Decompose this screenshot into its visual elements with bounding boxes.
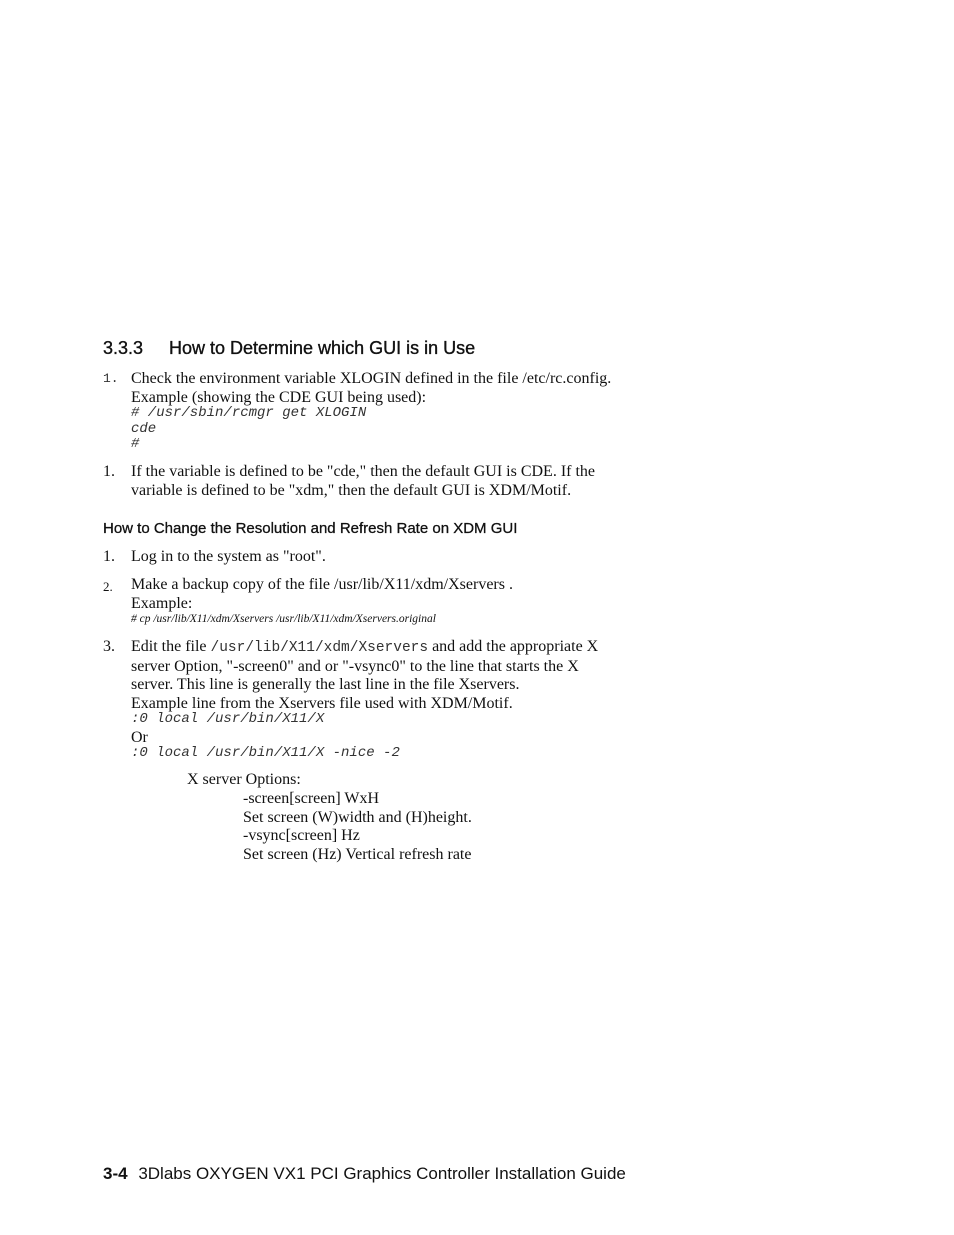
text-line: Make a backup copy of the file /usr/lib/X11/xdm/Xservers . — [131, 576, 513, 593]
text-fragment: Edit the file — [131, 638, 211, 655]
section-title: How to Determine which GUI is in Use — [169, 338, 476, 358]
text-line: Example line from the Xservers file used with XDM/Motif. — [131, 694, 513, 712]
step-marker: 3. — [103, 638, 115, 655]
step-marker: 1. — [103, 371, 119, 386]
text-line: If the variable is defined to be "cde," then the default GUI is CDE. If the — [131, 463, 596, 480]
step-text: Log in to the system as "root". — [131, 548, 326, 565]
text-line: server Option, "-screen0" and or "-vsync0" to the line that starts the X — [131, 657, 579, 675]
text-line: Example: — [131, 594, 193, 612]
section-heading — [103, 338, 476, 359]
guide-title: 3Dlabs OXYGEN VX1 PCI Graphics Controller Installation Guide — [138, 1164, 626, 1183]
page-footer — [103, 1164, 626, 1184]
text-fragment: and add the appropriate X — [428, 638, 599, 655]
code-line: # /usr/sbin/rcmgr get XLOGIN — [131, 405, 367, 421]
text-line — [131, 638, 598, 658]
section-number: 3.3.3 — [103, 338, 144, 358]
options-title: X server Options: — [187, 771, 301, 788]
text-line: server. This line is generally the last line in the file Xservers. — [131, 676, 520, 694]
or-text: Or — [131, 729, 148, 746]
text-line: Example (showing the CDE GUI being used): — [131, 388, 427, 406]
code-line: # — [131, 436, 140, 452]
text-line: variable is defined to be "xdm," then the default GUI is XDM/Motif. — [131, 481, 572, 499]
step-marker: 1. — [103, 548, 115, 565]
step-text — [131, 576, 513, 613]
step-text — [131, 370, 611, 407]
option-line: -screen[screen] WxH — [243, 790, 380, 807]
option-line: -vsync[screen] Hz — [243, 827, 360, 845]
step-text — [131, 463, 595, 500]
step-marker: 1. — [103, 463, 115, 480]
option-line: Set screen (W)width and (H)height. — [243, 808, 472, 826]
text-line: Check the environment variable XLOGIN defined in the file /etc/rc.config. — [131, 370, 612, 387]
step-text — [131, 638, 598, 713]
code-line: :0 local /usr/bin/X11/X — [131, 711, 325, 727]
code-line: :0 local /usr/bin/X11/X -nice -2 — [131, 745, 400, 761]
code-block — [131, 406, 366, 453]
code-line: cde — [131, 420, 157, 437]
page-number: 3-4 — [103, 1164, 128, 1183]
step-marker: 2. — [103, 579, 113, 594]
options-list — [243, 790, 472, 864]
file-path: /usr/lib/X11/xdm/Xservers — [210, 640, 429, 656]
option-line: Set screen (Hz) Vertical refresh rate — [243, 845, 472, 863]
code-line: # cp /usr/lib/X11/xdm/Xservers /usr/lib/X11/xdm/Xservers.original — [131, 613, 436, 625]
subsection-heading: How to Change the Resolution and Refresh Rate on XDM GUI — [103, 520, 518, 537]
